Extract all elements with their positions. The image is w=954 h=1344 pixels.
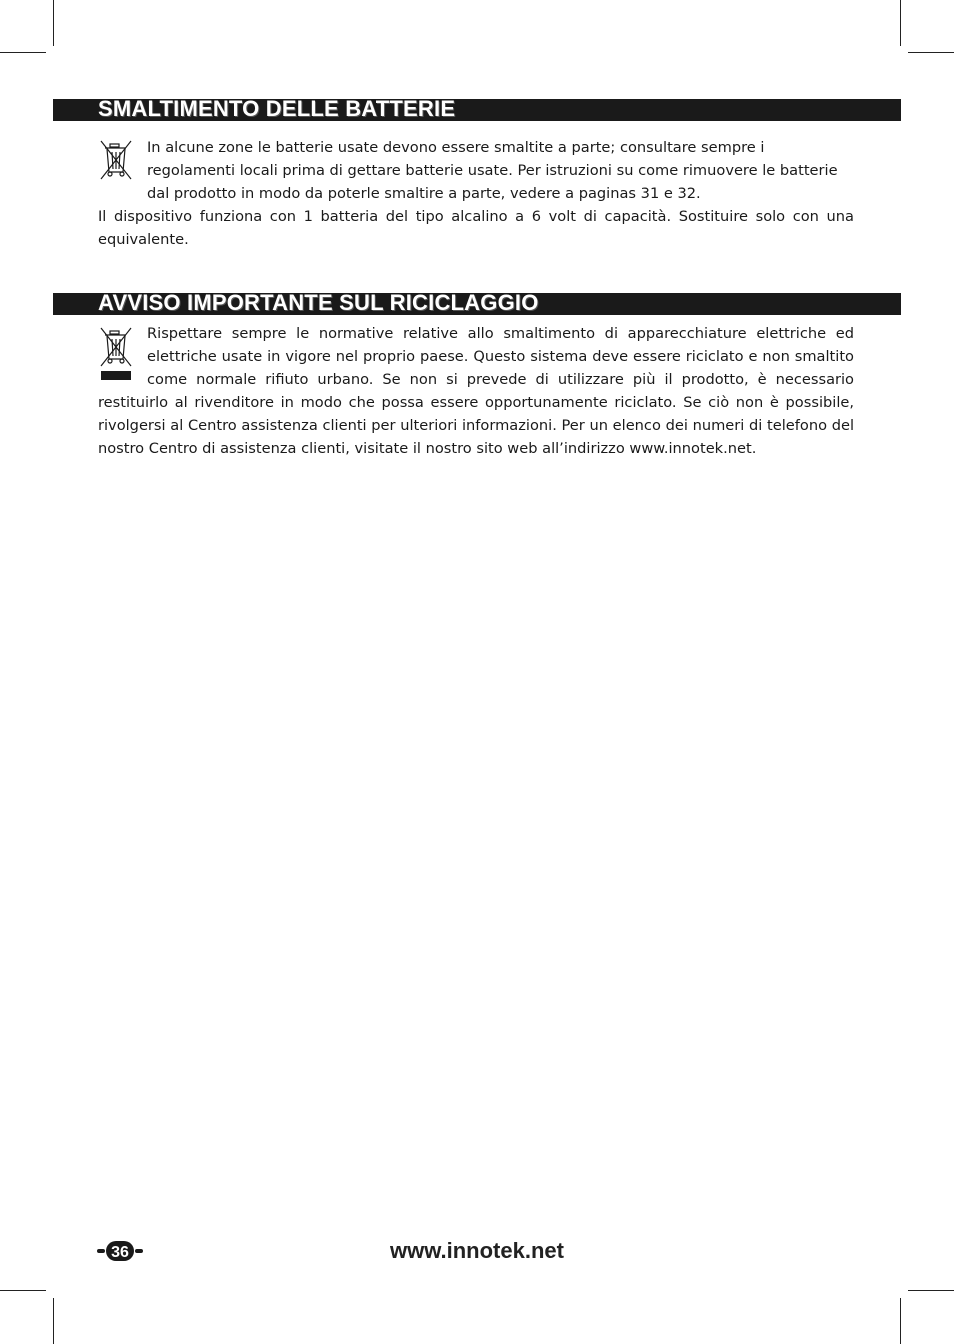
icon-spacer [98, 322, 147, 391]
crop-mark [53, 1298, 54, 1344]
section-title: AVVISO IMPORTANTE SUL RICICLAGGIO [98, 290, 539, 315]
crop-mark [0, 52, 46, 53]
section-title: SMALTIMENTO DELLE BATTERIE [98, 96, 456, 121]
recycling-text [98, 322, 854, 460]
recycling-paragraph: Rispettare sempre le normative relative allo smaltimento di apparecchiature elettriche ed elettriche usate in vigore nel proprio paese. Questo sistema deve essere riciclato e non smaltito come normale rifiuto urbano. Se non si prevede di utilizzare più il prodotto, è necessario restituirlo al rivenditore in modo che possa essere opportunamente riciclato. Se ciò non è possibile, rivolgersi al Centro assistenza clienti per ulteriori informazioni. Per un elenco dei numeri di telefono del nostro Centro di assistenza clienti, visitate il nostro sito web all’indirizzo www.innotek.net. [98, 325, 854, 457]
crop-mark [900, 1298, 901, 1344]
footer-url: www.innotek.net [390, 1238, 564, 1263]
crop-mark [0, 1290, 46, 1291]
section-header-recycling [53, 290, 901, 315]
crop-mark [908, 1290, 954, 1291]
battery-info-text: Il dispositivo funziona con 1 batteria del tipo alcalino a 6 volt di capacità. Sostituire solo con una equivalente. [98, 208, 854, 248]
crop-mark [900, 0, 901, 46]
crop-mark [53, 0, 54, 46]
crossed-bin-icon [98, 138, 134, 182]
battery-disposal-text: In alcune zone le batterie usate devono essere smaltite a parte; consultare sempre i regolamenti locali prima di gettare batterie usate. Per istruzioni su come rimuovere le batterie dal prodotto in modo da poterle smaltire a parte, vedere a paginas 31 e 32. [147, 139, 838, 202]
section-header-battery-disposal [53, 96, 901, 121]
crop-mark [908, 52, 954, 53]
page-number: 36 [111, 1244, 129, 1261]
